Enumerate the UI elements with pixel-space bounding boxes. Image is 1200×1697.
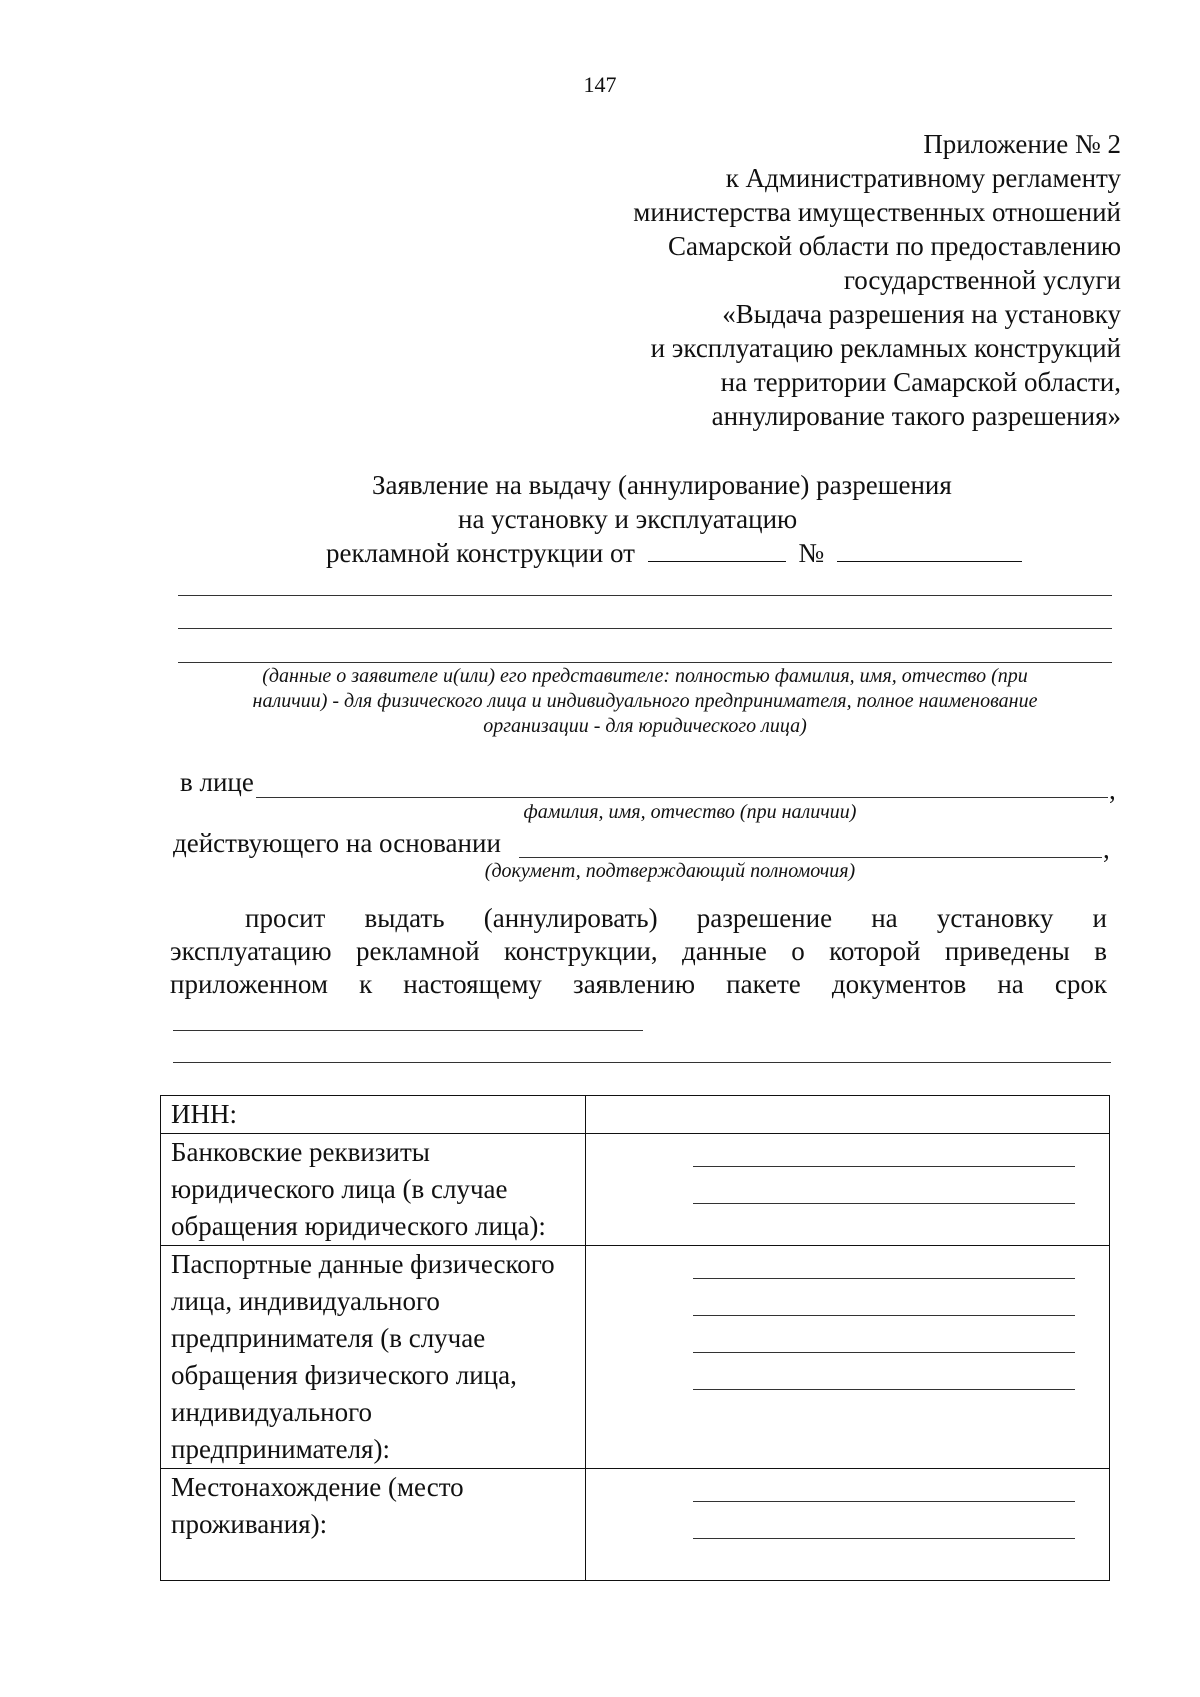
table-row — [161, 1096, 1110, 1134]
applicant-details-table — [160, 1095, 1110, 1581]
representative-label: в лице — [180, 767, 254, 797]
table-row — [161, 1134, 1110, 1246]
applicant-note-line: (данные о заявителе и(или) его представителе: полностью фамилия, имя, отчество (при — [262, 665, 1028, 687]
passport-line-1[interactable] — [693, 1278, 1075, 1279]
applicant-line-2[interactable] — [178, 628, 1112, 629]
appendix-header — [633, 127, 1121, 433]
bank-details-value[interactable] — [586, 1134, 1110, 1246]
basis-note: (документ, подтверждающий полномочия) — [484, 860, 856, 882]
bank-details-label: Банковские реквизиты юридического лица (в случае обращения юридического лица): — [161, 1134, 586, 1246]
number-sign: № — [798, 538, 825, 568]
date-blank[interactable] — [648, 539, 786, 562]
bank-line-2[interactable] — [693, 1203, 1075, 1204]
title-line-1: Заявление на выдачу (аннулирование) разрешения — [372, 470, 952, 500]
bank-line-1[interactable] — [693, 1166, 1075, 1167]
appendix-line: к Административному регламенту — [725, 163, 1121, 193]
title-line-2: на установку и эксплуатацию — [458, 504, 798, 534]
passport-line-3[interactable] — [693, 1352, 1075, 1353]
title-line-3 — [326, 536, 1022, 570]
appendix-line: государственной услуги — [843, 265, 1121, 295]
appendix-line: аннулирование такого разрешения» — [711, 401, 1121, 431]
passport-value[interactable] — [586, 1246, 1110, 1469]
appendix-line: министерства имущественных отношений — [633, 197, 1121, 227]
request-paragraph — [170, 902, 1107, 1001]
location-value[interactable] — [586, 1469, 1110, 1581]
request-line-2: эксплуатацию рекламной конструкции, данные о которой приведены в — [170, 936, 1107, 966]
representative-note: фамилия, имя, отчество (при наличии) — [523, 801, 857, 823]
appendix-line: Самарской области по предоставлению — [667, 231, 1121, 261]
inn-label: ИНН: — [161, 1096, 586, 1134]
extra-line[interactable] — [173, 1062, 1111, 1063]
table-row — [161, 1246, 1110, 1469]
location-line-2[interactable] — [693, 1538, 1075, 1539]
appendix-line: Приложение № 2 — [923, 129, 1121, 159]
page-number: 147 — [583, 72, 617, 97]
representative-comma: , — [1109, 775, 1116, 805]
title-line-3-prefix: рекламной конструкции от — [326, 538, 635, 568]
request-line-3: приложенном к настоящему заявлению пакете документов на срок — [170, 969, 1107, 999]
applicant-note — [170, 664, 1120, 739]
appendix-line: «Выдача разрешения на установку — [722, 299, 1121, 329]
request-line-1: просит выдать (аннулировать) разрешение на установку и — [245, 903, 1107, 933]
passport-line-4[interactable] — [693, 1389, 1075, 1390]
basis-comma: , — [1103, 834, 1110, 864]
applicant-note-line: наличии) - для физического лица и индивидуального предпринимателя, полное наименование — [252, 690, 1038, 712]
basis-line[interactable] — [519, 857, 1102, 858]
applicant-line-1[interactable] — [178, 595, 1112, 596]
inn-value[interactable] — [586, 1096, 1110, 1134]
passport-line-2[interactable] — [693, 1315, 1075, 1316]
appendix-line: на территории Самарской области, — [720, 367, 1121, 397]
applicant-line-3[interactable] — [178, 662, 1112, 663]
location-label: Местонахождение (место проживания): — [161, 1469, 586, 1581]
number-blank[interactable] — [837, 539, 1022, 562]
representative-line[interactable] — [256, 797, 1108, 798]
appendix-line: и эксплуатацию рекламных конструкций — [650, 333, 1121, 363]
basis-label: действующего на основании — [173, 828, 501, 858]
term-line[interactable] — [173, 1030, 643, 1031]
applicant-note-line: организации - для юридического лица) — [483, 715, 807, 737]
location-line-1[interactable] — [693, 1501, 1075, 1502]
table-row — [161, 1469, 1110, 1581]
passport-label: Паспортные данные физического лица, индивидуального предпринимателя (в случае обращения физического лица, индивидуального предпринимателя): — [161, 1246, 586, 1469]
